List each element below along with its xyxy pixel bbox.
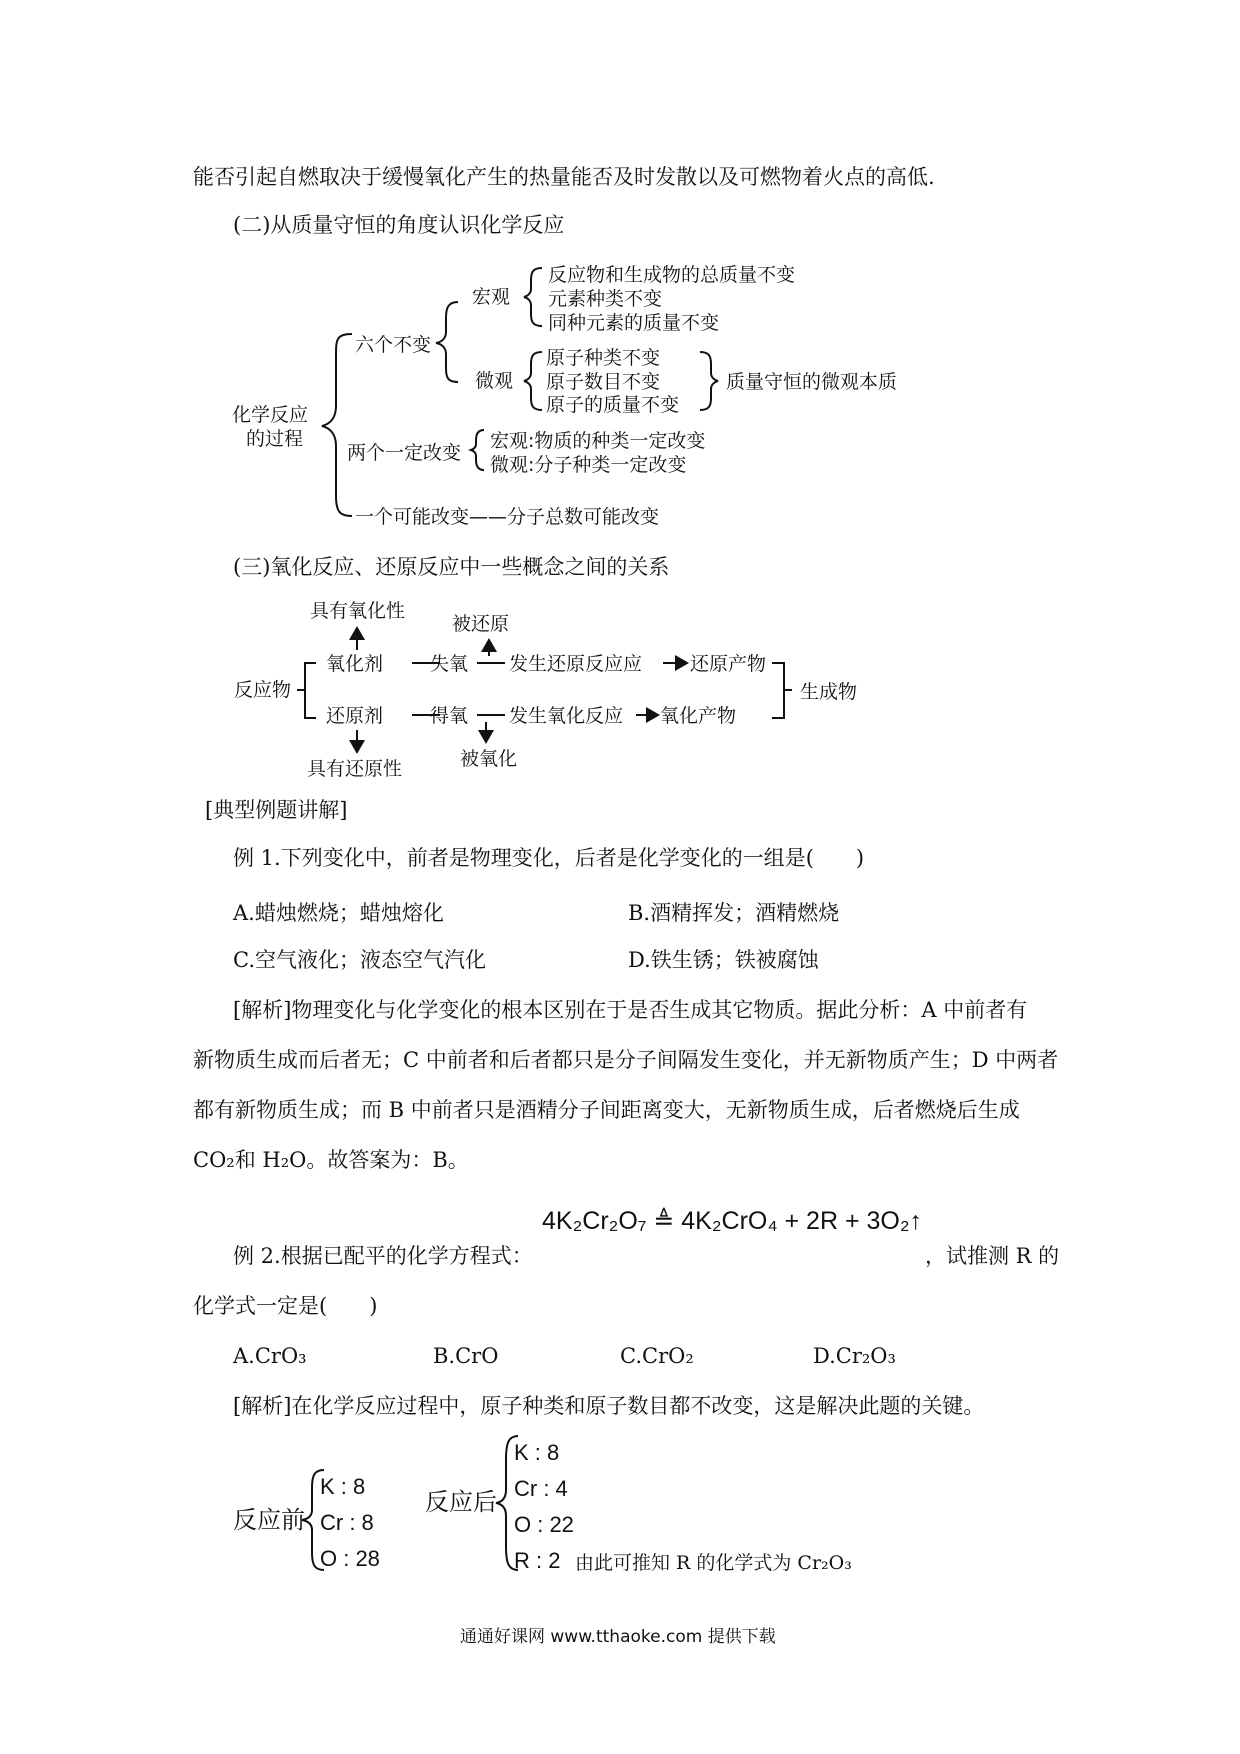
before-item-cr: Cr : 8 xyxy=(320,1510,374,1535)
after-label: 反应后 xyxy=(425,1489,497,1516)
example2-question-part2: ，试推测 R 的 xyxy=(925,1244,1060,1268)
macro-item-3: 同种元素的质量不变 xyxy=(548,312,720,334)
two-changes-label: 两个一定改变 xyxy=(347,442,462,464)
macro-item-2: 元素种类不变 xyxy=(548,288,663,310)
micro-label: 微观 xyxy=(475,370,514,392)
oxidation-reaction-label: 发生氧化反应 xyxy=(509,705,624,727)
micro-item-1: 原子种类不变 xyxy=(546,347,661,369)
section3-title: (三)氧化反应、还原反应中一些概念之间的关系 xyxy=(233,555,670,579)
root-label-line1: 化学反应 xyxy=(232,404,309,426)
example2-option-d: D.Cr₂O₃ xyxy=(813,1344,896,1368)
reduction-reaction-label: 发生还原反应应 xyxy=(509,653,643,675)
after-item-cr: Cr : 4 xyxy=(514,1476,568,1501)
example2-option-b: B.CrO xyxy=(433,1344,499,1368)
reduction-product-label: 还原产物 xyxy=(690,653,767,675)
example1-option-c: C.空气液化；液态空气汽化 xyxy=(233,948,486,972)
lose-oxygen-label: 失氧 xyxy=(430,653,469,675)
oxidant-label: 氧化剂 xyxy=(326,653,384,675)
product-label: 生成物 xyxy=(800,681,858,703)
six-unchanged-label: 六个不变 xyxy=(355,334,432,356)
example1-question: 例 1.下列变化中，前者是物理变化，后者是化学变化的一组是( ) xyxy=(233,846,865,870)
gain-oxygen-label: 得氧 xyxy=(430,705,469,727)
after-item-o: O : 22 xyxy=(514,1512,574,1537)
has-oxidizing-label: 具有氧化性 xyxy=(310,600,406,622)
after-item-r: R : 2 xyxy=(514,1548,561,1573)
micro-item-3: 原子的质量不变 xyxy=(546,394,680,416)
before-item-k: K : 8 xyxy=(320,1474,366,1499)
before-label: 反应前 xyxy=(233,1507,305,1534)
example2-conclusion: 由此可推知 R 的化学式为 Cr₂O₃ xyxy=(575,1552,852,1574)
two-changes-item-2: 微观:分子种类一定改变 xyxy=(490,454,687,476)
examples-heading: [典型例题讲解] xyxy=(205,798,348,822)
example1-analysis-line3: 都有新物质生成；而 B 中前者只是酒精分子间距离变大，无新物质生成，后者燃烧后生成 xyxy=(193,1098,1020,1122)
example2-option-a: A.CrO₃ xyxy=(233,1344,307,1368)
reactant-label: 反应物 xyxy=(234,679,292,701)
before-item-o: O : 28 xyxy=(320,1546,380,1571)
example1-analysis-line2: 新物质生成而后者无；C 中前者和后者都只是分子间隔发生变化，并无新物质产生；D 中两者 xyxy=(193,1048,1059,1072)
example2-question-part1: 例 2.根据已配平的化学方程式： xyxy=(233,1244,533,1268)
intro-line: 能否引起自燃取决于缓慢氧化产生的热量能否及时发散以及可燃物着火点的高低. xyxy=(193,165,935,189)
footer-credit: 通通好课网 www.tthaoke.com 提供下载 xyxy=(460,1627,776,1647)
after-item-k: K : 8 xyxy=(514,1440,560,1465)
example2-question-line2: 化学式一定是( ) xyxy=(193,1294,378,1318)
example1-option-a: A.蜡烛燃烧；蜡烛熔化 xyxy=(233,901,444,925)
macro-item-1: 反应物和生成物的总质量不变 xyxy=(548,264,796,286)
macro-label: 宏观 xyxy=(472,286,511,308)
example1-option-d: D.铁生锈；铁被腐蚀 xyxy=(628,948,819,972)
micro-essence-label: 质量守恒的微观本质 xyxy=(726,371,898,393)
section2-title: (二)从质量守恒的角度认识化学反应 xyxy=(233,213,565,237)
example1-analysis-line4: CO₂和 H₂O。故答案为：B。 xyxy=(193,1148,469,1172)
reductant-label: 还原剂 xyxy=(326,705,384,727)
oxidation-product-label: 氧化产物 xyxy=(660,705,737,727)
has-reducing-label: 具有还原性 xyxy=(307,758,403,780)
example1-option-b: B.酒精挥发；酒精燃烧 xyxy=(628,901,840,925)
example2-option-c: C.CrO₂ xyxy=(620,1344,694,1368)
one-possible-change: 一个可能改变——分子总数可能改变 xyxy=(355,506,660,528)
oxidized-label: 被氧化 xyxy=(460,748,518,770)
root-label-line2: 的过程 xyxy=(246,428,304,450)
example2-equation: 4K₂Cr₂O₇ ≜ 4K₂CrO₄ + 2R + 3O₂↑ xyxy=(542,1207,923,1235)
micro-item-2: 原子数目不变 xyxy=(546,371,661,393)
example2-analysis: [解析]在化学反应过程中，原子种类和原子数目都不改变，这是解决此题的关键。 xyxy=(233,1394,985,1418)
reduced-label: 被还原 xyxy=(452,613,510,635)
two-changes-item-1: 宏观:物质的种类一定改变 xyxy=(490,430,706,452)
example1-analysis-line1: [解析]物理变化与化学变化的根本区别在于是否生成其它物质。据此分析：A 中前者有 xyxy=(233,998,1028,1022)
